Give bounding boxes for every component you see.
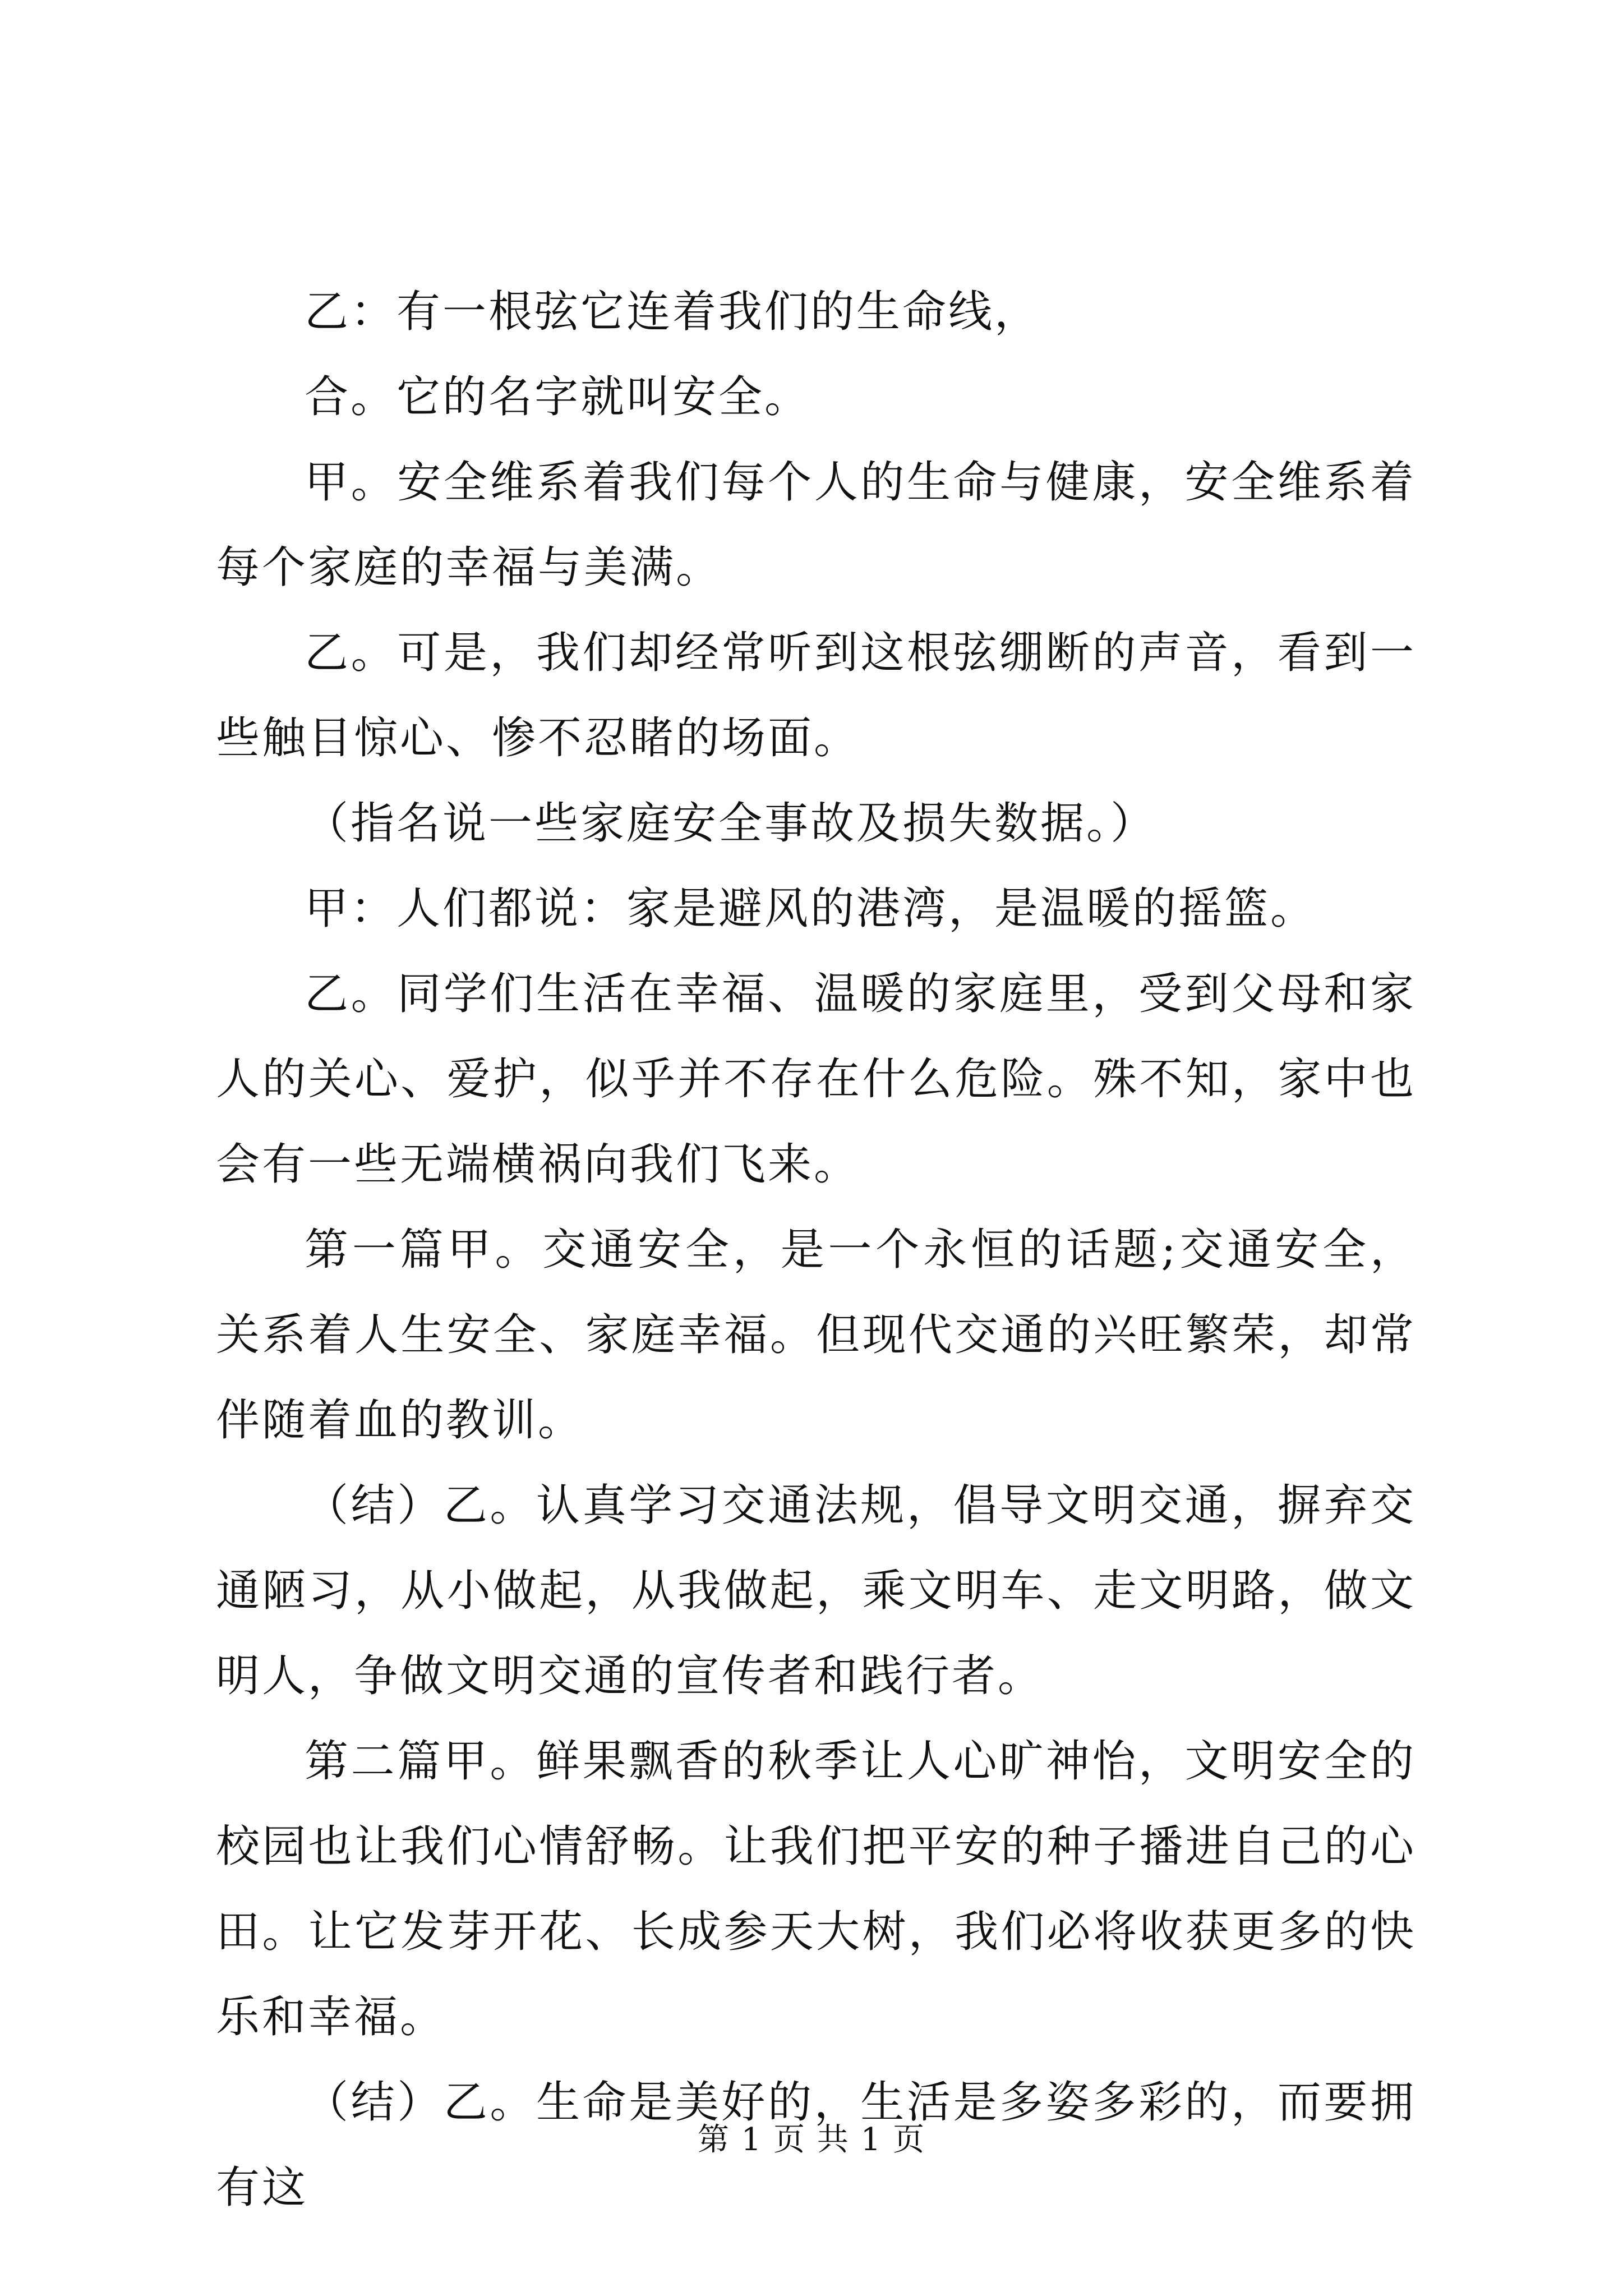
paragraph: （结）乙。认真学习交通法规，倡导文明交通，摒弃交通陋习，从小做起，从我做起，乘文明车、走文明路，做文明人，争做文明交通的宣传者和践行者。 [216,1480,1416,1701]
paragraph: 甲。安全维系着我们每个人的生命与健康，安全维系着每个家庭的幸福与美满。 [216,457,1416,593]
paragraph: 乙。同学们生活在幸福、温暖的家庭里，受到父母和家人的关心、爱护，似乎并不存在什么危险。殊不知，家中也会有一些无端横祸向我们飞来。 [216,969,1416,1190]
paragraph: （结）乙。生命是美好的，生活是多姿多彩的，而要拥有这 [216,2077,1416,2213]
document-body [216,269,1416,2230]
paragraph: 乙。可是，我们却经常听到这根弦绷断的声音，看到一些触目惊心、惨不忍睹的场面。 [216,628,1416,763]
paragraph: 第一篇甲。交通安全，是一个永恒的话题;交通安全，关系着人生安全、家庭幸福。但现代交通的兴旺繁荣，却常伴随着血的教训。 [216,1225,1416,1446]
page-number-footer: 第 1 页 共 1 页 [697,2122,926,2158]
paragraph: （指名说一些家庭安全事故及损失数据。） [305,798,1157,849]
paragraph: 甲：人们都说：家是避风的港湾，是温暖的摇篮。 [305,884,1317,934]
paragraph: 合。它的名字就叫安全。 [305,372,811,422]
paragraph: 乙：有一根弦它连着我们的生命线， [305,287,1041,337]
paragraph: 第二篇甲。鲜果飘香的秋季让人心旷神怡，文明安全的校园也让我们心情舒畅。让我们把平安的种子播进自己的心田。让它发芽开花、长成参天大树，我们必将收获更多的快乐和幸福。 [216,1736,1416,2042]
